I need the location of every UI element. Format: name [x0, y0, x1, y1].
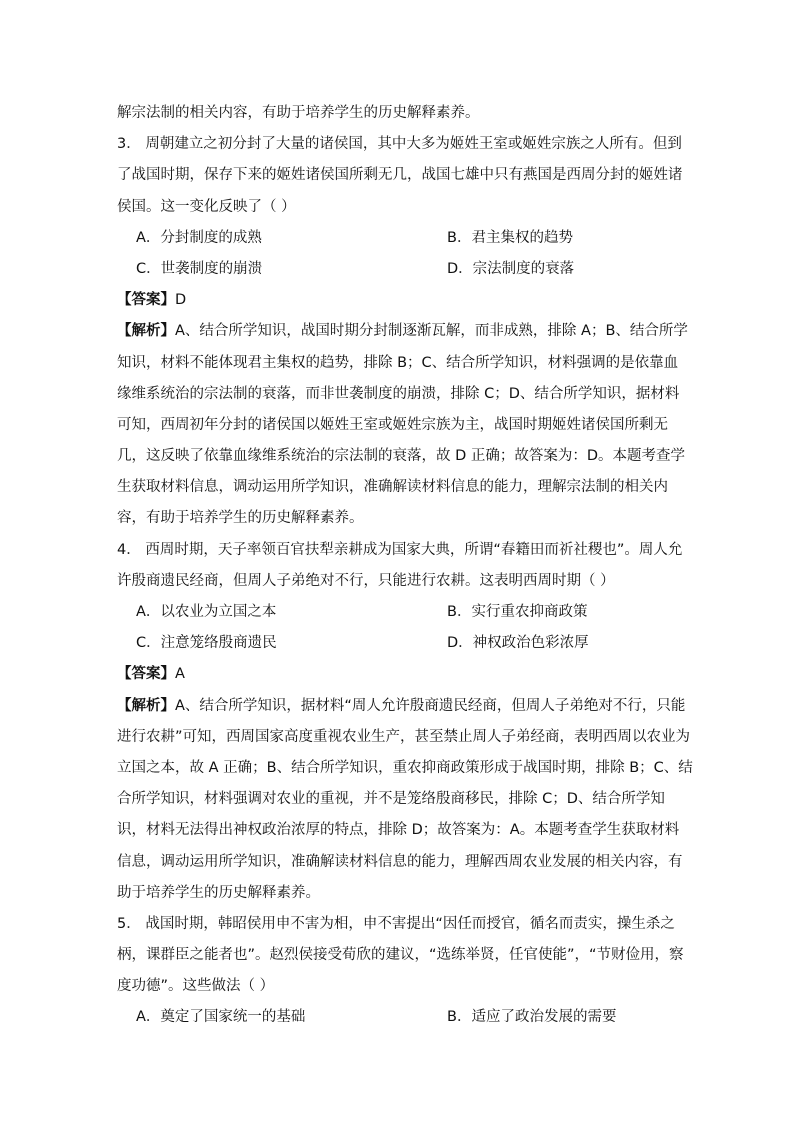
answer-option: D．神权政治色彩浓厚: [447, 635, 589, 652]
labeled-line: [117, 659, 677, 690]
option-row: [117, 1002, 677, 1033]
answer-option: A．奠定了国家统一的基础: [136, 1009, 306, 1026]
label-text: D: [175, 292, 187, 309]
text-line: 生获取材料信息，调动运用所学知识，准确解读材料信息的能力，理解宗法制的相关内: [117, 479, 668, 496]
section-label: 【答案】: [117, 666, 175, 683]
section-label: 【解析】: [117, 323, 175, 340]
answer-option: A．以农业为立国之本: [136, 604, 277, 620]
text-line: 信息，调动运用所学知识，准确解读材料信息的能力，理解西周农业发展的相关内容，有: [117, 853, 683, 870]
text-line: 合所学知识，材料强调对农业的重视，并不是笼络殷商移民，排除 C；D、结合所学知: [117, 791, 665, 808]
text-line: 容，有助于培养学生的历史解释素养。: [117, 510, 364, 527]
answer-option: B．君主集权的趋势: [447, 229, 573, 246]
answer-option: C．注意笼络殷商遗民: [136, 635, 277, 652]
section-label: 【答案】: [117, 292, 175, 309]
text-line: 几，这反映了依靠血缘维系统治的宗法制的衰落，故 D 正确；故答案为：D。本题考查学: [117, 448, 686, 465]
answer-option: B．实行重农抑商政策: [447, 604, 588, 620]
text-line: 可知，西周初年分封的诸侯国以姬姓王室或姬姓宗族为主，战国时期姬姓诸侯国所剩无: [117, 416, 668, 433]
text-line: 5． 战国时期，韩昭侯用申不害为相，申不害提出“因任而授官，循名而责实，操生杀之: [117, 915, 675, 932]
option-row: [117, 628, 677, 659]
answer-option: A．分封制度的成熟: [136, 229, 262, 246]
labeled-line: [117, 285, 677, 316]
text-line: 了战国时期，保存下来的姬姓诸侯国所剩无几，战国七雄中只有燕国是西周分封的姬姓诸: [117, 167, 683, 184]
section-label: 【解析】: [117, 697, 175, 714]
label-text: A、结合所学知识，战国时期分封制逐渐瓦解，而非成熟，排除 A；B、结合所学: [175, 323, 688, 340]
text-line: 立国之本，故 A 正确；B、结合所学知识，重农抑商政策形成于战国时期，排除 B；C、结: [117, 759, 693, 776]
text-line: 识，材料无法得出神权政治浓厚的特点，排除 D；故答案为：A。本题考查学生获取材料: [117, 822, 680, 839]
label-text: A: [175, 666, 185, 683]
text-line: 缘维系统治的宗法制的衰落，而非世袭制度的崩溃，排除 C；D、结合所学知识，据材料: [117, 385, 680, 402]
labeled-line: [117, 316, 688, 347]
text-line: 进行农耕”可知，西周国家高度重视农业生产，甚至禁止周人子弟经商，表明西周以农业为: [117, 728, 691, 745]
text-line: 知识，材料不能体现君主集权的趋势，排除 B；C、结合所学知识，材料强调的是依靠血: [117, 354, 679, 371]
answer-option: D．宗法制度的衰落: [447, 260, 575, 277]
answer-option: C．世袭制度的崩溃: [136, 260, 263, 277]
text-line: 3． 周朝建立之初分封了大量的诸侯国，其中大多为姬姓王室或姬姓宗族之人所有。但到: [117, 136, 682, 153]
text-line: 柄，课群臣之能者也”。赵烈侯接受荀欣的建议，“选练举贤，任官使能”，“节财俭用，察: [117, 947, 684, 964]
text-line: 许殷商遗民经商，但周人子弟绝对不行，只能进行农耕。这表明西周时期（ ）: [117, 572, 615, 589]
option-row: [117, 597, 677, 628]
option-row: [117, 223, 677, 254]
text-line: 助于培养学生的历史解释素养。: [117, 884, 320, 901]
text-line: 4． 西周时期，天子率领百官扶犁亲耕成为国家大典，所谓“春籍田而祈社稷也”。周人允: [117, 541, 683, 558]
text-line: 侯国。这一变化反映了（ ）: [117, 198, 296, 215]
answer-option: B．适应了政治发展的需要: [447, 1009, 617, 1026]
text-line: 解宗法制的相关内容，有助于培养学生的历史解释素养。: [117, 105, 480, 121]
document-content: [117, 98, 693, 1034]
text-line: 度功德”。这些做法（ ）: [117, 978, 275, 995]
label-text: A、结合所学知识，据材料“周人允许殷商遗民经商，但周人子弟绝对不行，只能: [175, 697, 686, 714]
option-row: [117, 254, 677, 285]
labeled-line: [117, 691, 686, 722]
